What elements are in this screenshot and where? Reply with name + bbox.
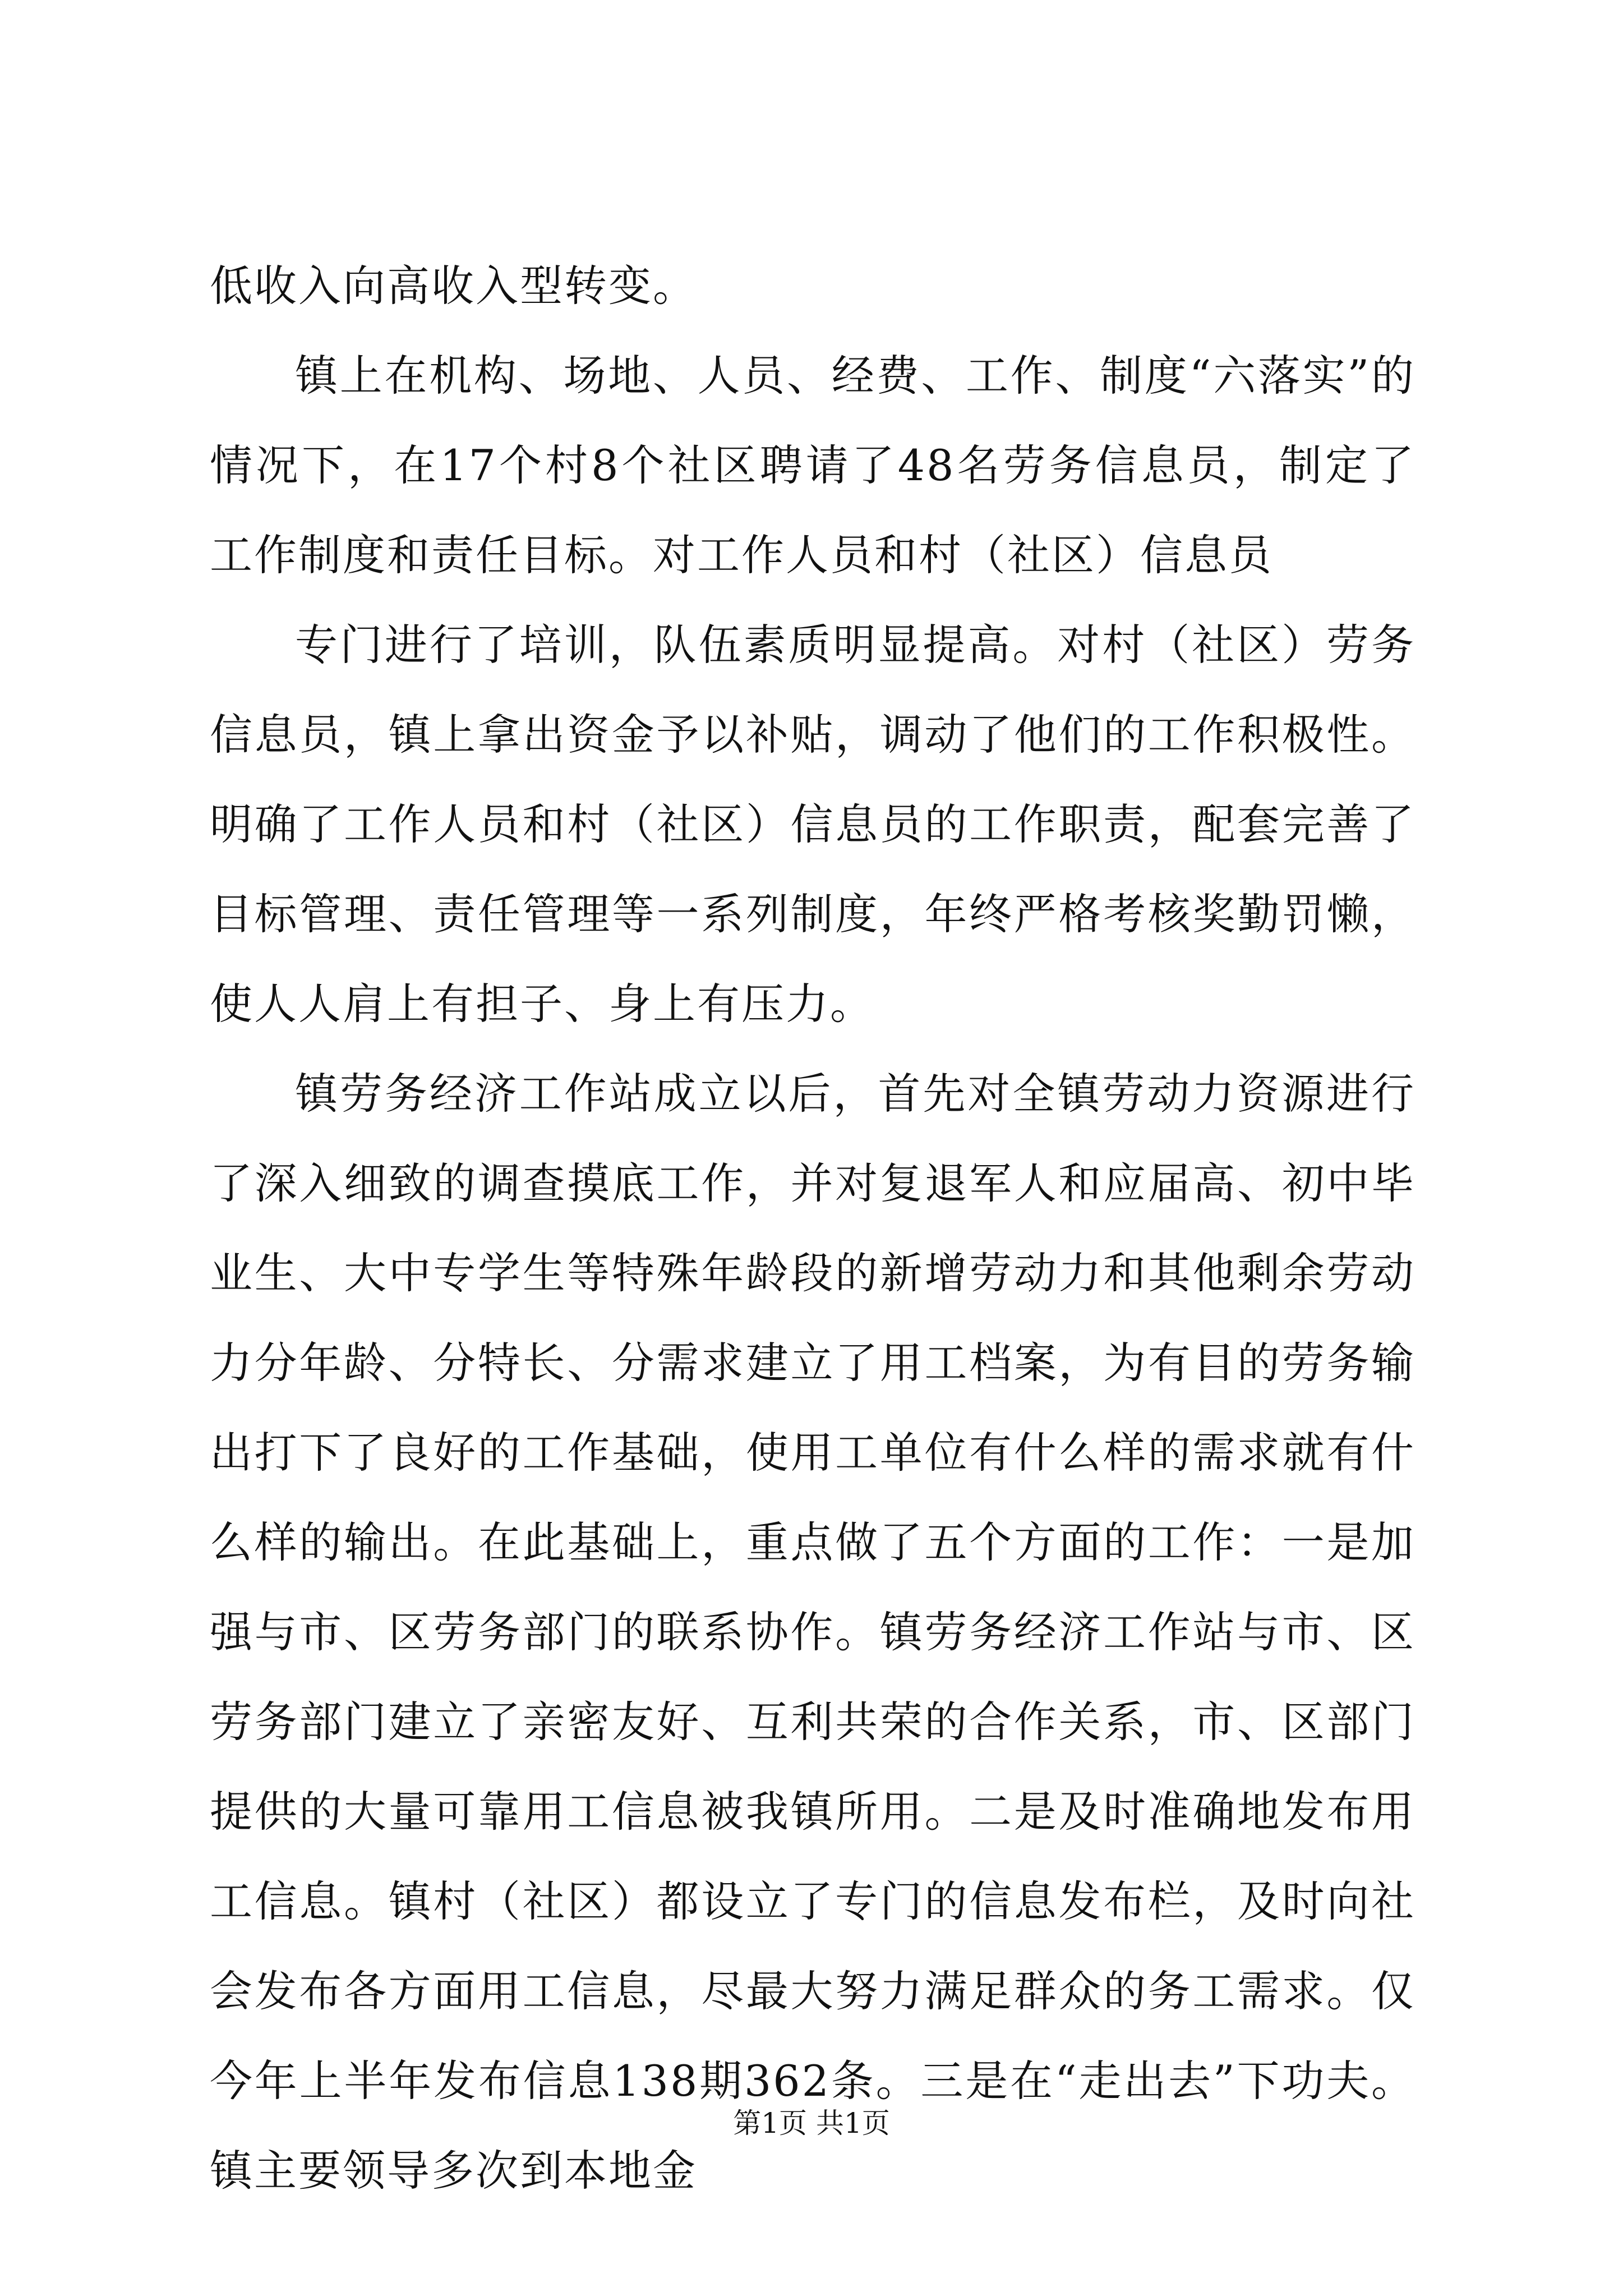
- paragraph-3: 专门进行了培训，队伍素质明显提高。对村（社区）劳务信息员，镇上拿出资金予以补贴，调动了他们的工作积极性。明确了工作人员和村（社区）信息员的工作职责，配套完善了目标管理、责任管理等一系列制度，年终严格考核奖勤罚懒，使人人肩上有担子、身上有压力。: [210, 620, 1415, 1029]
- page-footer: 第1页 共1页: [733, 2107, 890, 2139]
- paragraph-4: 镇劳务经济工作站成立以后，首先对全镇劳动力资源进行了深入细致的调查摸底工作，并对复退军人和应届高、初中毕业生、大中专学生等特殊年龄段的新增劳动力和其他剩余劳动力分年龄、分特长、分需求建立了用工档案，为有目的劳务输出打下了良好的工作基础，使用工单位有什么样的需求就有什么样的输出。在此基础上，重点做了五个方面的工作：一是加强与市、区劳务部门的联系协作。镇劳务经济工作站与市、区劳务部门建立了亲密友好、互利共荣的合作关系，市、区部门提供的大量可靠用工信息被我镇所用。二是及时准确地发布用工信息。镇村（社区）都设立了专门的信息发布栏，及时向社会发布各方面用工信息，尽最大努力满足群众的务工需求。仅今年上半年发布信息138期362条。三是在“走出去”下功夫。镇主要领导多次到本地金: [210, 1069, 1415, 2196]
- paragraph-1: 低收入向高收入型转变。: [210, 261, 697, 311]
- paragraph-2: 镇上在机构、场地、人员、经费、工作、制度“六落实”的情况下，在17个村8个社区聘请了48名劳务信息员，制定了工作制度和责任目标。对工作人员和村（社区）信息员: [210, 351, 1415, 580]
- document-body: [210, 241, 1415, 2216]
